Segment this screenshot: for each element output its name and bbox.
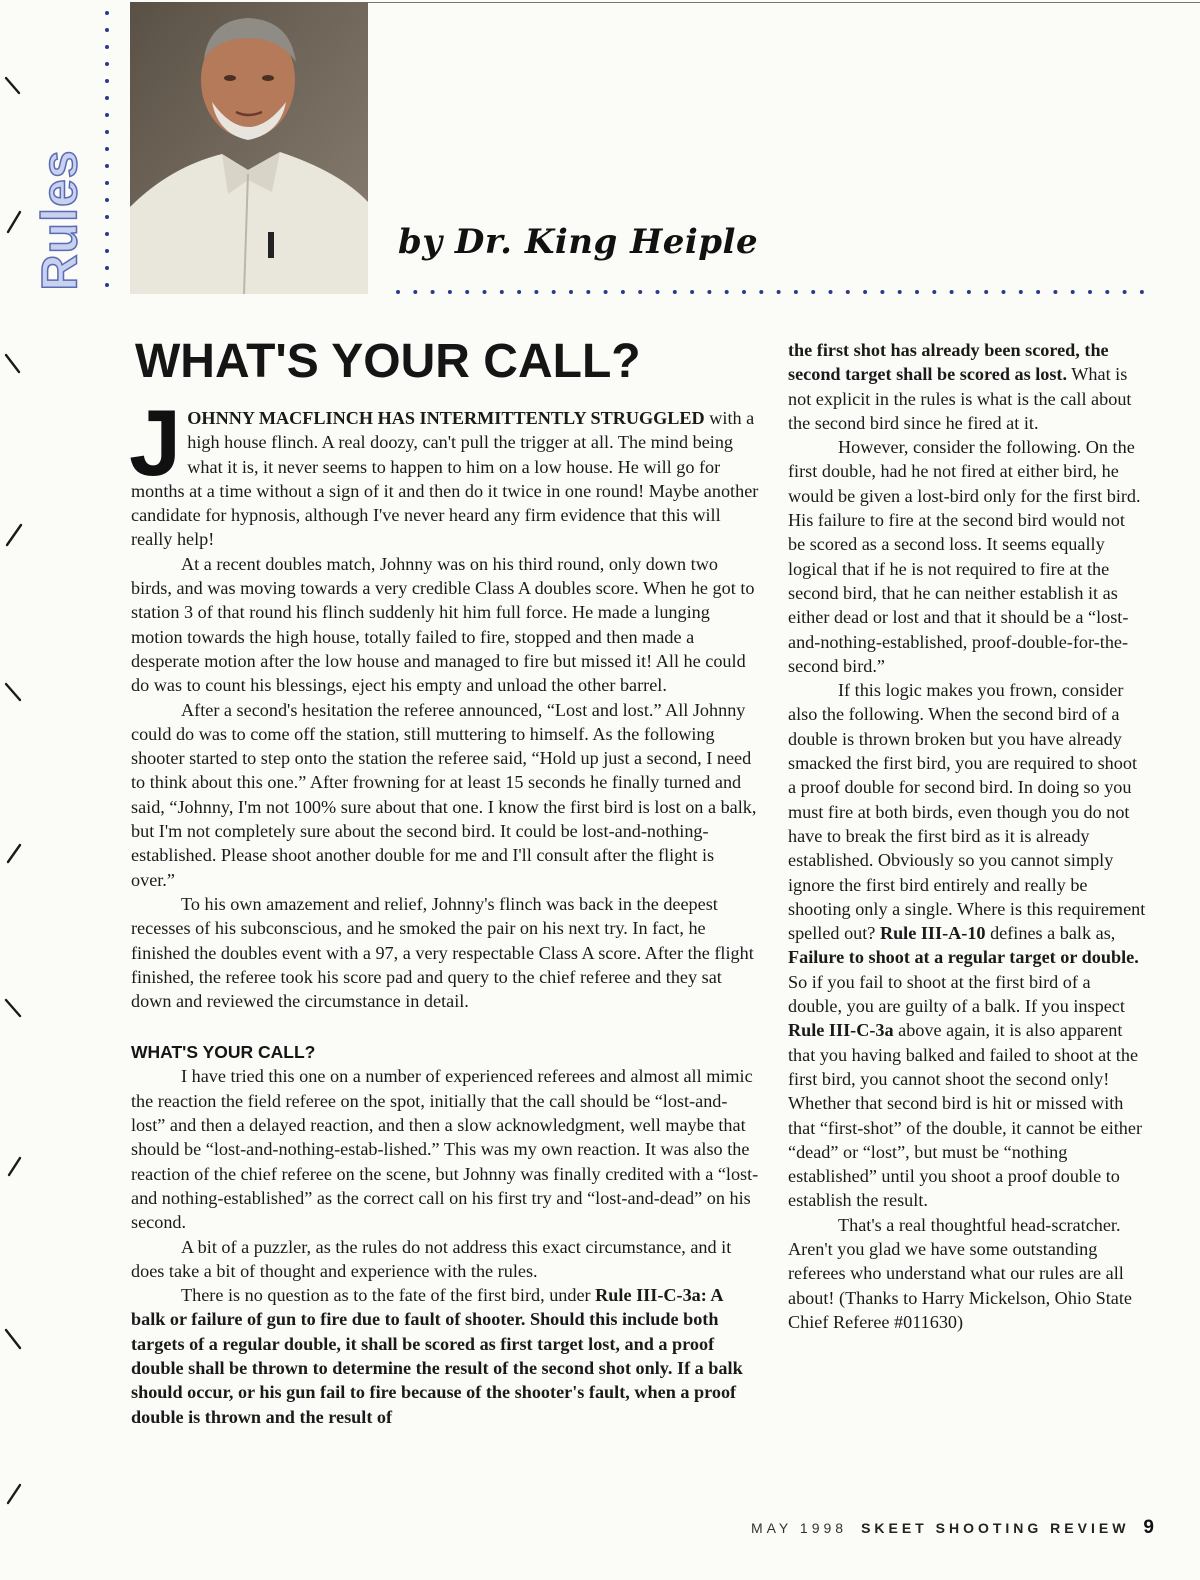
rule-dot [105, 232, 109, 236]
rule-dot [105, 11, 109, 15]
rule-dot [105, 28, 109, 32]
rule-dot [915, 290, 919, 294]
rule-dot [105, 147, 109, 151]
rule-dot [105, 113, 109, 117]
body-text: So if you fail to shoot at the first bird of a double, you are guilty of a balk. If you inspect [788, 971, 1125, 1017]
binding-tick-marks [0, 0, 30, 1580]
rule-dot [742, 290, 746, 294]
body-paragraph: To his own amazement and relief, Johnny's flinch was back in the deepest recesses of his subconscious, and he smoked the pair on his next try. In fact, he finished the doubles event with a 97, a very respectable Class A score. After the flight finished, the referee took his score pad and query to the chief referee and they sat down and reviewed the circumstance in detail. [131, 893, 754, 1012]
body-paragraph [788, 338, 1146, 435]
rule-dot [105, 164, 109, 168]
author-photo [130, 2, 368, 294]
rule-dot [777, 290, 781, 294]
rule-dot [105, 62, 109, 66]
lead-in-caps: OHNNY MACFLINCH HAS INTERMITTENTLY STRUGGLED [187, 408, 705, 428]
rule-dot [586, 290, 590, 294]
rule-dot [898, 290, 902, 294]
rule-dot [413, 290, 417, 294]
rule-dot [707, 290, 711, 294]
rule-dot [932, 290, 936, 294]
rule-dot [1019, 290, 1023, 294]
rule-dot [105, 283, 109, 287]
rule-dot [811, 290, 815, 294]
rule-dot [105, 45, 109, 49]
rule-dot [967, 290, 971, 294]
body-text: What is not explicit in the rules is what is the call about the second bird since he fired at it. [788, 364, 1132, 433]
rule-dot [829, 290, 833, 294]
lead-text: with a high house flinch. A real doozy, can't pull the trigger at all. The mind being what it is, it never seems to happen to him on a low house. He will go for months at a time without a sign of it and then do it twice in one round! Maybe another candidate for hypnosis, although I've never heard any firm evidence that this will really help! [131, 408, 759, 550]
rule-dot [552, 290, 556, 294]
body-paragraph: A bit of a puzzler, as the rules do not address this exact circumstance, and it does take a bit of thought and experience with the rules. [131, 1236, 732, 1281]
body-text: defines a balk as, [985, 923, 1116, 944]
page-number: 9 [1143, 1517, 1154, 1538]
rule-dot [880, 290, 884, 294]
body-paragraph: I have tried this one on a number of experienced referees and almost all mimic the reaction the field referee on the spot, initially that the call should be “lost-and-lost” and then a delayed reaction, and then a slow acknowledgment, well maybe that should be “lost-and-nothing-estab-lished.” This was my own reaction. It was also the reaction of the chief referee on the scene, but Johnny was finally credited with a “lost-and nothing-established” as the correct call on his first try and “lost-and-dead” on his second. [131, 1066, 759, 1233]
body-paragraph: However, consider the following. On the first double, had he not fired at either bird, he would be given a lost-bird only for the first bird. His failure to fire at the second bird would not be scored as a second loss. It seems equally logical that if he is not required to fire at the second bird, that he can neither establish it as either dead or lost and that it should be a “lost-and-nothing-established, proof-double-for-the-second bird.” [788, 437, 1141, 676]
rule-dot [725, 290, 729, 294]
left-column [129, 390, 761, 1429]
rule-dot [1105, 290, 1109, 294]
headline: WHAT'S YOUR CALL? [135, 335, 641, 388]
rule-dot [396, 290, 400, 294]
rule-dot [500, 290, 504, 294]
rule-dot [1053, 290, 1057, 294]
rule-dot [105, 266, 109, 270]
body-paragraph: After a second's hesitation the referee announced, “Lost and lost.” All Johnny could do was to come off the station, still muttering to himself. As the following shooter started to step onto the station the referee said, “Hold up just a second, I need to think about this one.” After frowning for at least 15 seconds he finally turned and said, “Johnny, I'm not 100% sure about that one. I know the first bird is lost on a balk, but I'm not completely sure about the second bird. It could be lost-and-nothing-established. Please shoot another double for me and I'll consult after the flight is over.” [131, 699, 757, 890]
rule-dot [794, 290, 798, 294]
rule-dot [673, 290, 677, 294]
rule-dot [105, 181, 109, 185]
body-text: If this logic makes you frown, consider also the following. When the second bird of a double is thrown broken but you have already smacked the first bird, you are required to shoot a proof double for second bird. In doing so you must fire at both birds, even though you do not have to break the first bird as it is already established. Obviously so you cannot simply ignore the first bird entirely and really be shooting only a single. Where is this requirement spelled out? [788, 680, 1146, 944]
rule-dot [105, 79, 109, 83]
rule-dot [431, 290, 435, 294]
rule-definition: Failure to shoot at a regular target or double. [788, 947, 1139, 968]
rule-dot [690, 290, 694, 294]
rule-dot [1140, 290, 1144, 294]
rule-dot [569, 290, 573, 294]
rule-dot [517, 290, 521, 294]
rule-dot [846, 290, 850, 294]
rule-dot [950, 290, 954, 294]
rule-dot [483, 290, 487, 294]
body-paragraph: At a recent doubles match, Johnny was on his third round, only down two birds, and was moving towards a very credible Class A doubles score. When he got to station 3 of that round his flinch suddenly hit him full force. He made a lunging motion towards the high house, totally failed to fire, stopped and then made a desperate motion after the low house and managed to fire but missed it! All he could do was to count his blessings, eject his empty and unload the other barrel. [131, 553, 755, 696]
rule-dot [1002, 290, 1006, 294]
rule-quote: Rule III-C-3a: A balk or failure of gun to fire due to fault of shooter. Should this include both targets of a regular double, it shall be scored as first target lost, and a proof double shall be thrown to determine the result of the second shot only. If a balk should occur, or his gun fail to fire because of the shooter's fault, when a proof double is thrown and the result of [131, 1285, 743, 1427]
section-tab-label: Rules [32, 149, 89, 291]
subhead: WHAT'S YOUR CALL? [131, 1042, 316, 1063]
rule-dot [984, 290, 988, 294]
rule-dot [465, 290, 469, 294]
body-paragraph [131, 1283, 761, 1429]
rule-dot [656, 290, 660, 294]
rule-dot [604, 290, 608, 294]
issue-date: MAY 1998 [750, 1520, 848, 1536]
body-text: above again, it is also apparent that you having balked and failed to shoot at the first bird, you cannot shoot the second only! Whether that second bird is hit or missed with that “first-shot” of the double, it cannot be either “dead” or “lost”, but must be “nothing established” until you shoot a proof double to establish the result. [788, 1020, 1143, 1211]
rule-dot [105, 130, 109, 134]
horizontal-dotted-rule [395, 289, 1155, 295]
page-footer [751, 1517, 1154, 1539]
rule-dot [1088, 290, 1092, 294]
rule-dot [621, 290, 625, 294]
section-tab [32, 149, 89, 291]
drop-cap: J [129, 390, 182, 495]
right-column [788, 338, 1146, 1334]
magazine-name: SKEET SHOOTING REVIEW [861, 1520, 1130, 1536]
rule-dot [638, 290, 642, 294]
body-text: There is no question as to the fate of the first bird, under [181, 1285, 596, 1306]
body-paragraph [788, 678, 1146, 1213]
rule-reference: Rule III-C-3a [788, 1020, 894, 1041]
rule-dot [863, 290, 867, 294]
vertical-dotted-rule [104, 10, 110, 295]
rule-dot [759, 290, 763, 294]
lead-paragraph [129, 390, 761, 552]
rule-dot [105, 249, 109, 253]
body-paragraph: That's a real thoughtful head-scratcher. Aren't you glad we have some outstanding referees who understand what our rules are all about! (Thanks to Harry Mickelson, Ohio State Chief Referee #011630) [788, 1214, 1132, 1332]
rule-dot [105, 96, 109, 100]
rule-dot [448, 290, 452, 294]
rule-quote-continued: the first shot has already been scored, the second target shall be scored as lost. [788, 340, 1109, 385]
byline: by Dr. King Heiple [398, 222, 759, 262]
rule-dot [105, 198, 109, 202]
rule-dot [105, 215, 109, 219]
rule-dot [1071, 290, 1075, 294]
rule-dot [1123, 290, 1127, 294]
rule-dot [534, 290, 538, 294]
top-rule [368, 2, 1200, 3]
rule-dot [1036, 290, 1040, 294]
rule-reference: Rule III-A-10 [879, 923, 986, 944]
